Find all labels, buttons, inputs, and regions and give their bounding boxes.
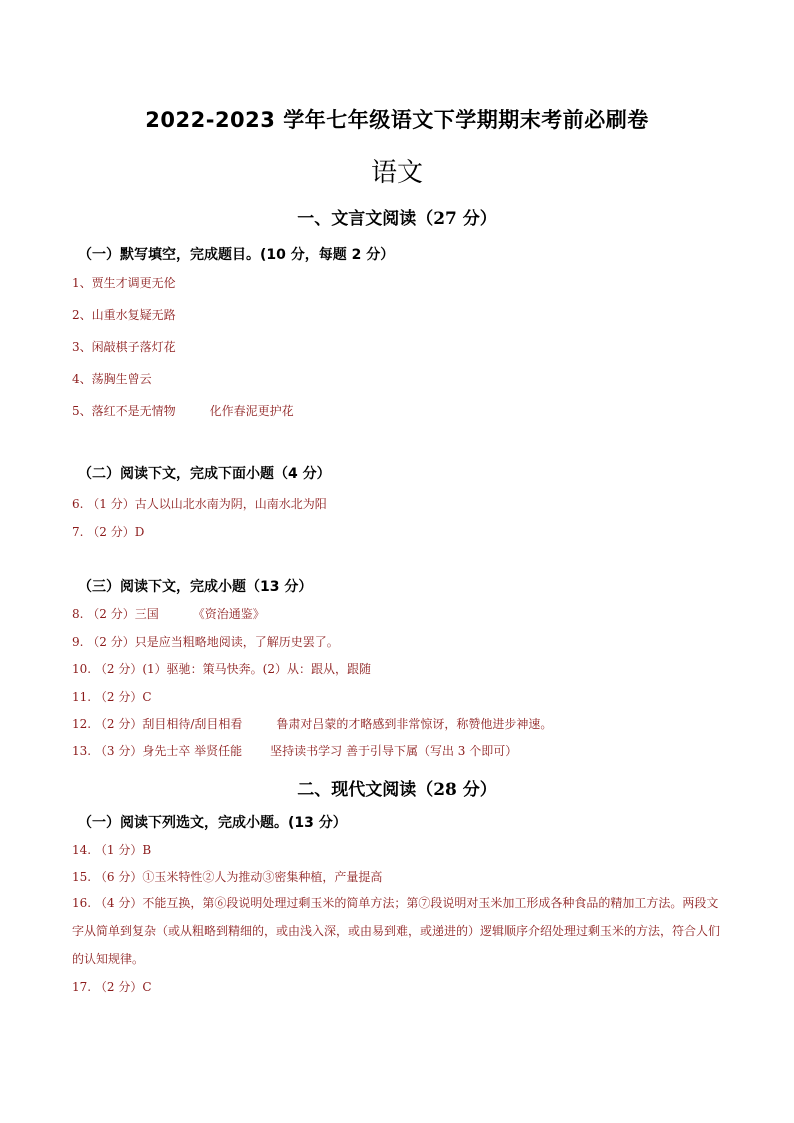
question-heading-part3: （三）阅读下文，完成小题（13 分）: [78, 579, 313, 595]
section-heading-modern: 二、现代文阅读（28 分）: [297, 780, 497, 800]
answer-10: 10. （2 分）(1）驱驰：策马快奔。(2）从：跟从，跟随: [72, 662, 371, 676]
answer-5: [72, 402, 294, 419]
answer-5-line-a: 5、落红不是无情物: [72, 404, 176, 418]
question-heading-part1: （一）默写填空，完成题目。(10 分，每题 2 分）: [78, 247, 395, 263]
question-heading-part2: （二）阅读下文，完成下面小题（4 分）: [78, 466, 331, 482]
answer-1: 1、贾生才调更无伦: [72, 276, 176, 290]
answer-14: 14. （1 分）B: [72, 843, 152, 857]
answer-12-a: 12. （2 分）刮目相待/刮目相看: [72, 717, 243, 731]
answer-9: 9. （2 分）只是应当粗略地阅读，了解历史罢了。: [72, 635, 339, 649]
answer-4: 4、荡胸生曾云: [72, 372, 152, 386]
document-title: 2022-2023 学年七年级语文下学期期末考前必刷卷: [145, 108, 649, 132]
answer-8-a: 8. （2 分）三国: [72, 607, 159, 621]
answer-2: 2、山重水复疑无路: [72, 308, 176, 322]
answer-6: 6. （1 分）古人以山北水南为阴，山南水北为阳: [72, 497, 327, 511]
section-heading-classical: 一、文言文阅读（27 分）: [297, 209, 497, 229]
answer-13-a: 13. （3 分）身先士卒 举贤任能: [72, 744, 243, 758]
answer-13-b: 坚持读书学习 善于引导下属（写出 3 个即可）: [270, 744, 518, 758]
answer-13: [72, 742, 517, 759]
answer-8: [72, 605, 265, 622]
answer-11: 11. （2 分）C: [72, 690, 152, 704]
answer-12: [72, 715, 552, 732]
question-heading-modern-part1: （一）阅读下列选文，完成小题。(13 分）: [78, 815, 347, 831]
document-subtitle: 语文: [370, 158, 423, 188]
answer-5-line-b: 化作春泥更护花: [209, 404, 294, 418]
answer-8-b: 《资治通鉴》: [192, 607, 265, 621]
answer-16: 16. （4 分）不能互换，第⑥段说明处理过剩玉米的简单方法；第⑦段说明对玉米加工形成各种食品的精加工方法。两段文字从简单到复杂（或从粗略到精细的，或由浅入深，或由易到难，或递进的）逻辑顺序介绍处理过剩玉米的方法，符合人们的认知规律。: [72, 896, 721, 966]
answer-7: 7. （2 分）D: [72, 525, 145, 539]
answer-15: 15. （6 分）①玉米特性②人为推动③密集种植，产量提高: [72, 870, 383, 884]
answer-12-b: 鲁肃对吕蒙的才略感到非常惊讶，称赞他进步神速。: [276, 717, 553, 731]
answer-3: 3、闲敲棋子落灯花: [72, 340, 176, 354]
answer-17: 17. （2 分）C: [72, 980, 152, 994]
